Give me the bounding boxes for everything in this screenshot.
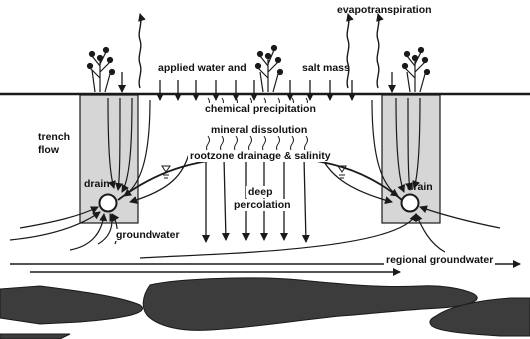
label-regional-groundwater: regional groundwater	[386, 254, 494, 266]
plant-icon	[88, 48, 115, 93]
evapotranspiration-arrows	[139, 14, 379, 88]
label-groundwater: groundwater	[116, 229, 180, 241]
label-applied-water: applied water and	[158, 62, 247, 74]
label-drain-left: drain	[84, 178, 110, 190]
applied-water-arrows	[122, 72, 392, 100]
label-drain-right: drain	[407, 181, 433, 193]
label-deep: deep	[248, 186, 273, 198]
label-rootzone-drainage: rootzone drainage & salinity	[190, 150, 331, 162]
drain-pipe-icon	[402, 195, 419, 212]
label-percolation: percolation	[234, 199, 291, 211]
label-chemical-precipitation: chemical precipitation	[205, 103, 316, 115]
drain-pipe-icon	[100, 195, 117, 212]
label-evapotranspiration: evapotranspiration	[337, 4, 432, 16]
bedrock-lenses	[0, 278, 530, 339]
plant-icon	[403, 48, 430, 93]
label-salt-mass: salt mass	[302, 62, 350, 74]
label-mineral-dissolution: mineral dissolution	[211, 124, 308, 136]
label-flow: flow	[38, 144, 59, 156]
water-table-symbol-icon	[162, 166, 346, 178]
plant-icon	[256, 46, 283, 93]
label-trench: trench	[38, 131, 71, 143]
